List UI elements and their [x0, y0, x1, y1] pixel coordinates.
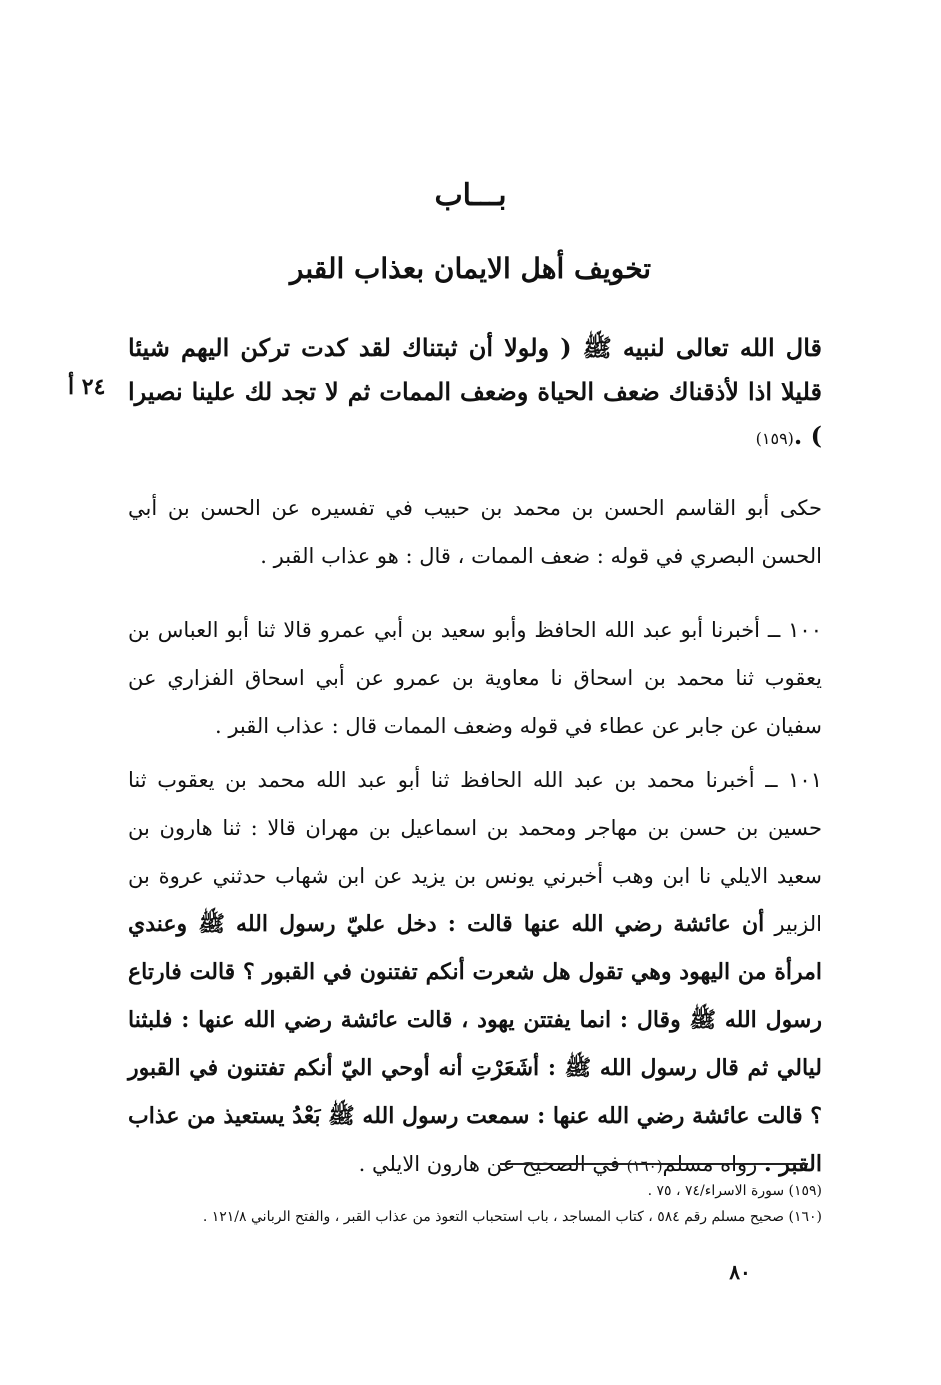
manuscript-folio-mark: ٢٤ أ: [68, 374, 106, 400]
footnote-divider: [500, 1163, 808, 1165]
verse-text: قال الله تعالى لنبيه ﷺ ( ولولا أن ثبتناك لقد كدت تركن اليهم شيئا قليلا اذا لأذقناك ضعف الحياة وضعف الممات ثم لا تجد لك علينا نصيرا ) .: [128, 333, 822, 450]
page-number: ٨٠: [729, 1260, 751, 1284]
chapter-label: بـــاب: [434, 178, 507, 213]
isnad-text: ١٠١ ــ أخبرنا محمد بن عبد الله الحافظ ثنا أبو عبد الله محمد بن يعقوب ثنا حسين بن حسن بن مهاجر ومحمد بن اسماعيل بن مهران قالا : ثنا هارون بن سعيد الايلي نا ابن وهب أخبرني يونس بن يزيد عن ابن شهاب حدثني عروة بن الزبير: [128, 768, 822, 936]
hadith-100: [128, 606, 822, 750]
footnote-159: (١٥٩) سورة الاسراء/٧٤ ، ٧٥ .: [647, 1183, 822, 1199]
paragraph-tafsir: [128, 484, 822, 580]
attribution-text: رواه مسلم: [662, 1152, 758, 1176]
quran-verse: [128, 326, 822, 461]
footnotes: [128, 1178, 822, 1230]
matn-text: أن عائشة رضي الله عنها قالت : دخل عليّ رسول الله ﷺ وعندي امرأة من اليهود وهي تقول هل شعرت أنكم تفتنون في القبور ؟ قالت فارتاع رسول الله ﷺ وقال : انما يفتتن يهود ، قالت عائشة رضي الله عنها : فلبثنا ليالي ثم قال رسول الله ﷺ : أشَعَرْتِ أنه أوحي اليّ أنكم تفتنون في القبور ؟ قالت عائشة رضي الله عنها : سمعت رسول الله ﷺ بَعْدُ يستعيذ من عذاب القبر .: [128, 911, 822, 1177]
hadith-101: [128, 756, 822, 1190]
paragraph-text: ١٠٠ ــ أخبرنا أبو عبد الله الحافظ وأبو سعيد بن أبي عمرو قالا ثنا أبو العباس بن يعقوب ثنا محمد بن اسحاق نا معاوية بن عمرو عن أبي اسحاق الفزاري عن سفيان عن جابر عن عطاء في قوله وضعف الممات قال : عذاب القبر .: [128, 618, 822, 738]
chapter-title: تخويف أهل الايمان بعذاب القبر: [289, 252, 652, 285]
paragraph-text: حكى أبو القاسم الحسن بن محمد بن حبيب في تفسيره عن الحسن بن أبي الحسن البصري في قوله : ضعف الممات ، قال : هو عذاب القبر .: [128, 496, 822, 568]
verse-footnote-ref: (١٥٩): [755, 429, 794, 448]
attribution-source: في الصحيح عن هارون الايلي .: [358, 1152, 620, 1176]
footnote-160: (١٦٠) صحيح مسلم رقم ٥٨٤ ، كتاب المساجد ، باب استحباب التعوذ من عذاب القبر ، والفتح الرباني ١٢١/٨ .: [202, 1209, 822, 1225]
hadith-footnote-ref: (١٦٠): [626, 1157, 663, 1175]
